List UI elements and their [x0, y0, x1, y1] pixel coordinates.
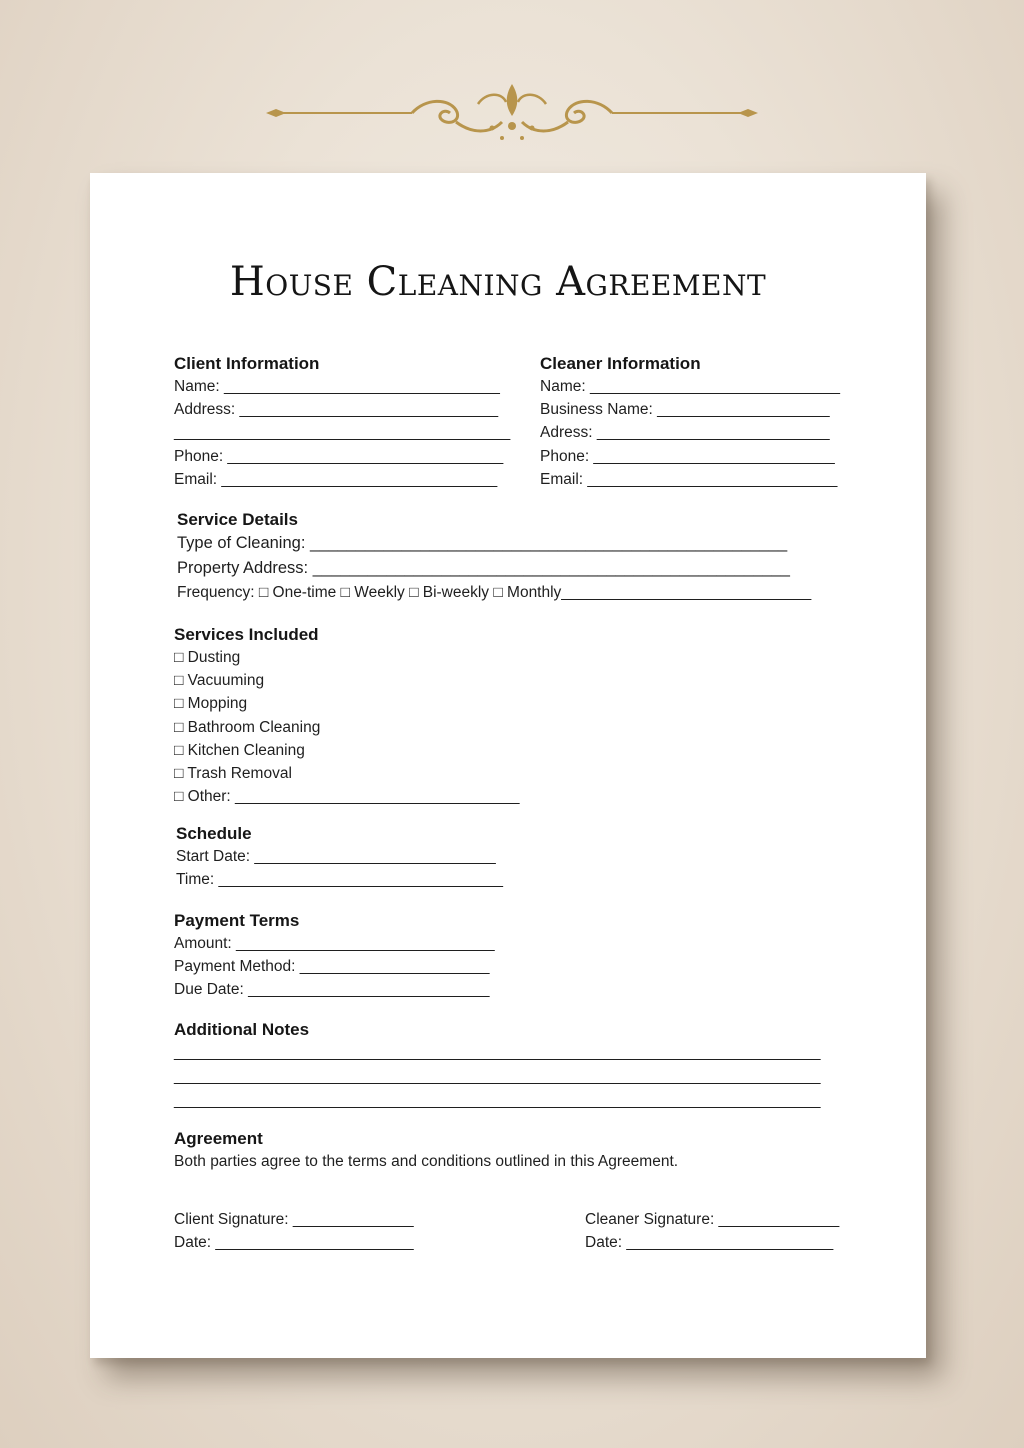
client-date-field[interactable]: Date: _______________________	[174, 1234, 414, 1252]
section-heading: Service Details	[177, 510, 298, 529]
cleaner-information-section	[540, 352, 840, 491]
section-heading: Cleaner Information	[540, 354, 701, 373]
start-date-field[interactable]: Start Date: ____________________________	[176, 848, 496, 865]
cleaner-phone-field[interactable]: Phone: ____________________________	[540, 447, 835, 465]
cleaner-business-name-field[interactable]: Business Name: ____________________	[540, 401, 830, 419]
client-information-section	[174, 352, 510, 491]
service-checkbox-other[interactable]: □ Other: _________________________________	[174, 788, 520, 806]
agreement-sheet	[90, 173, 926, 1358]
frequency-options[interactable]: Frequency: □ One-time □ Weekly □ Bi-weekly □ Monthly_____________________________	[177, 584, 812, 601]
amount-field[interactable]: Amount: ______________________________	[174, 935, 495, 952]
client-name-field[interactable]: Name: ________________________________	[174, 378, 500, 395]
cleaner-address-field[interactable]: Adress: ___________________________	[540, 424, 830, 442]
client-address-line-2[interactable]: _______________________________________	[174, 424, 511, 442]
cleaner-signature-block	[585, 1208, 839, 1254]
service-checkbox-mopping[interactable]: □ Mopping	[174, 695, 248, 713]
cleaner-name-field[interactable]: Name: _____________________________	[540, 378, 840, 395]
notes-line[interactable]: ___________________________________________________________________________	[174, 1068, 821, 1085]
service-checkbox-trash[interactable]: □ Trash Removal	[174, 765, 292, 783]
section-heading: Payment Terms	[174, 911, 300, 930]
cleaner-signature-field[interactable]: Cleaner Signature: ______________	[585, 1211, 840, 1228]
property-address-field[interactable]: Property Address: ____________________________________________________	[177, 559, 790, 577]
service-checkbox-bathroom[interactable]: □ Bathroom Cleaning	[174, 718, 321, 736]
section-heading: Additional Notes	[174, 1020, 310, 1039]
agreement-section	[174, 1127, 678, 1173]
client-address-field[interactable]: Address: ______________________________	[174, 401, 499, 419]
additional-notes-section	[174, 1018, 821, 1113]
service-checkbox-vacuuming[interactable]: □ Vacuuming	[174, 672, 265, 690]
notes-line[interactable]: ___________________________________________________________________________	[174, 1044, 821, 1061]
service-details-section	[177, 508, 811, 604]
client-phone-field[interactable]: Phone: ________________________________	[174, 447, 504, 465]
time-field[interactable]: Time: _________________________________	[176, 871, 503, 889]
schedule-section	[176, 822, 503, 891]
cleaner-date-field[interactable]: Date: ________________________	[585, 1234, 834, 1252]
section-heading: Services Included	[174, 625, 319, 644]
services-included-section	[174, 623, 520, 808]
payment-method-field[interactable]: Payment Method: ______________________	[174, 958, 490, 976]
payment-terms-section	[174, 909, 495, 1002]
notes-line[interactable]: ___________________________________________________________________________	[174, 1092, 821, 1109]
section-heading: Client Information	[174, 354, 320, 373]
section-heading: Agreement	[174, 1129, 263, 1148]
client-signature-field[interactable]: Client Signature: ______________	[174, 1211, 414, 1228]
page-title: House Cleaning Agreement	[229, 259, 767, 305]
service-checkbox-dusting[interactable]: □ Dusting	[174, 649, 241, 666]
cleaner-email-field[interactable]: Email: _____________________________	[540, 470, 838, 488]
agreement-text: Both parties agree to the terms and conditions outlined in this Agreement.	[174, 1153, 679, 1170]
due-date-field[interactable]: Due Date: ____________________________	[174, 981, 490, 999]
service-checkbox-kitchen[interactable]: □ Kitchen Cleaning	[174, 741, 305, 759]
client-signature-block	[174, 1208, 414, 1254]
client-email-field[interactable]: Email: ________________________________	[174, 470, 498, 488]
type-of-cleaning-field[interactable]: Type of Cleaning: ____________________________________________________	[177, 534, 788, 552]
flourish-ornament-icon	[266, 82, 758, 144]
section-heading: Schedule	[176, 824, 252, 843]
